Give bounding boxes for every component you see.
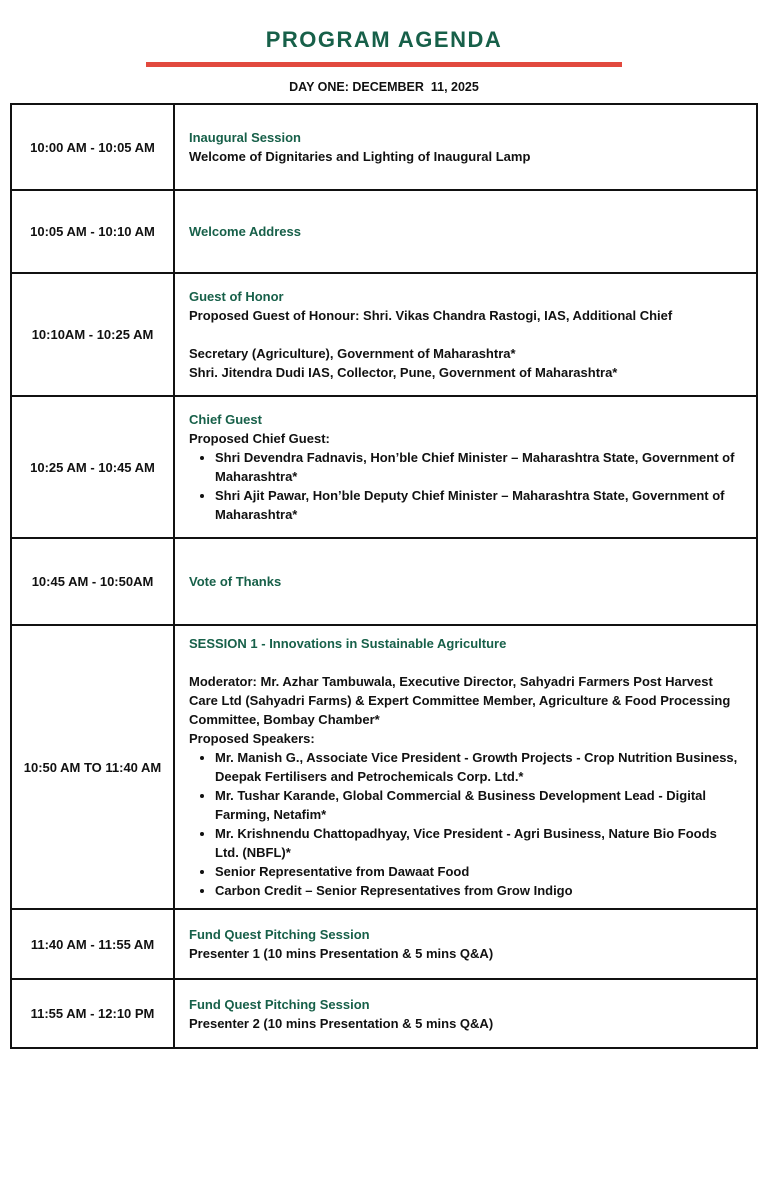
session-details (175, 626, 756, 908)
session-details (175, 539, 756, 624)
session-bullet: • Shri Devendra Fadnavis, Hon’ble Chief Minister – Maharashtra State, Government of Maharashtra* (215, 448, 740, 486)
session-heading: Fund Quest Pitching Session (189, 996, 370, 1012)
time-slot: 10:50 AM TO 11:40 AM (12, 626, 175, 908)
session-line: Proposed Guest of Honour: Shri. Vikas Chandra Rastogi, IAS, Additional Chief (189, 308, 673, 323)
session-bullet: • Senior Representative from Dawaat Food (215, 862, 740, 881)
agenda-row-session-1 (12, 624, 756, 908)
session-line: Presenter 1 (10 mins Presentation & 5 mins Q&A) (189, 946, 494, 961)
session-heading: Inaugural Session (189, 130, 301, 145)
session-lines (189, 306, 740, 382)
session-line: Moderator: Mr. Azhar Tambuwala, Executive Director, Sahyadri Farmers Post Harvest Care Ltd (Sahyadri Farms) & Expert Committee Member, Agriculture & Food Processing Committee, Bombay Chamber* (189, 674, 731, 727)
agenda-row-welcome-address (12, 189, 756, 272)
agenda-row-guest-of-honor (12, 272, 756, 395)
agenda-row-chief-guest (12, 395, 756, 537)
time-slot: 10:45 AM - 10:50AM (12, 539, 175, 624)
page-title: PROGRAM AGENDA (265, 27, 503, 52)
session-line: Presenter 2 (10 mins Presentation & 5 mins Q&A) (189, 1015, 494, 1031)
session-heading: Vote of Thanks (189, 574, 282, 589)
session-bullets (189, 748, 740, 900)
session-heading: Fund Quest Pitching Session (189, 927, 370, 942)
session-lines (189, 653, 740, 748)
session-lines (189, 147, 740, 166)
session-details (175, 191, 756, 272)
session-line: Welcome of Dignitaries and Lighting of Inaugural Lamp (189, 149, 531, 164)
session-line: Proposed Chief Guest: (189, 431, 330, 446)
session-details (175, 105, 756, 189)
session-bullet: • Mr. Tushar Karande, Global Commercial & Business Development Lead - Digital Farming, Netafim* (215, 786, 740, 824)
time-slot: 11:40 AM - 11:55 AM (12, 910, 175, 978)
session-line (189, 325, 740, 344)
session-bullet: • Mr. Krishnendu Chattopadhyay, Vice President - Agri Business, Nature Bio Foods Ltd. (NBFL)* (215, 824, 740, 862)
session-bullets (189, 448, 740, 524)
session-bullet: • Mr. Manish G., Associate Vice President - Growth Projects - Crop Nutrition Business, Deepak Fertilisers and Petrochemicals Corp. Ltd.* (215, 748, 740, 786)
time-slot: 10:25 AM - 10:45 AM (12, 397, 175, 537)
agenda-table (10, 103, 758, 1049)
session-line: Shri. Jitendra Dudi IAS, Collector, Pune, Government of Maharashtra* (189, 365, 618, 380)
agenda-row-fund-quest-2 (12, 978, 756, 1047)
session-lines (189, 429, 740, 448)
session-heading: Guest of Honor (189, 289, 284, 304)
agenda-row-vote-of-thanks (12, 537, 756, 624)
session-heading: Welcome Address (189, 224, 301, 239)
session-bullet: • Shri Ajit Pawar, Hon’ble Deputy Chief Minister – Maharashtra State, Government of Maharashtra* (215, 486, 740, 524)
agenda-row-inaugural-session (12, 105, 756, 189)
session-heading: Chief Guest (189, 412, 262, 427)
session-line (189, 653, 740, 672)
session-details (175, 910, 756, 978)
session-bullet: • Carbon Credit – Senior Representatives from Grow Indigo (215, 881, 740, 900)
session-line: Secretary (Agriculture), Government of Maharashtra* (189, 346, 516, 361)
session-details (175, 274, 756, 395)
title-underline-bar (146, 62, 622, 67)
session-details (175, 980, 756, 1047)
session-details (175, 397, 756, 537)
time-slot: 10:05 AM - 10:10 AM (12, 191, 175, 272)
time-slot: 10:10AM - 10:25 AM (12, 274, 175, 395)
agenda-row-fund-quest-1 (12, 908, 756, 978)
session-line: Proposed Speakers: (189, 731, 315, 746)
session-heading: SESSION 1 - Innovations in Sustainable Agriculture (189, 636, 507, 651)
session-lines (189, 1014, 740, 1033)
session-lines (189, 944, 740, 963)
time-slot: 11:55 AM - 12:10 PM (12, 980, 175, 1047)
time-slot: 10:00 AM - 10:05 AM (12, 105, 175, 189)
day-one-subtitle: DAY ONE: DECEMBER 11, 2025 (289, 80, 479, 94)
